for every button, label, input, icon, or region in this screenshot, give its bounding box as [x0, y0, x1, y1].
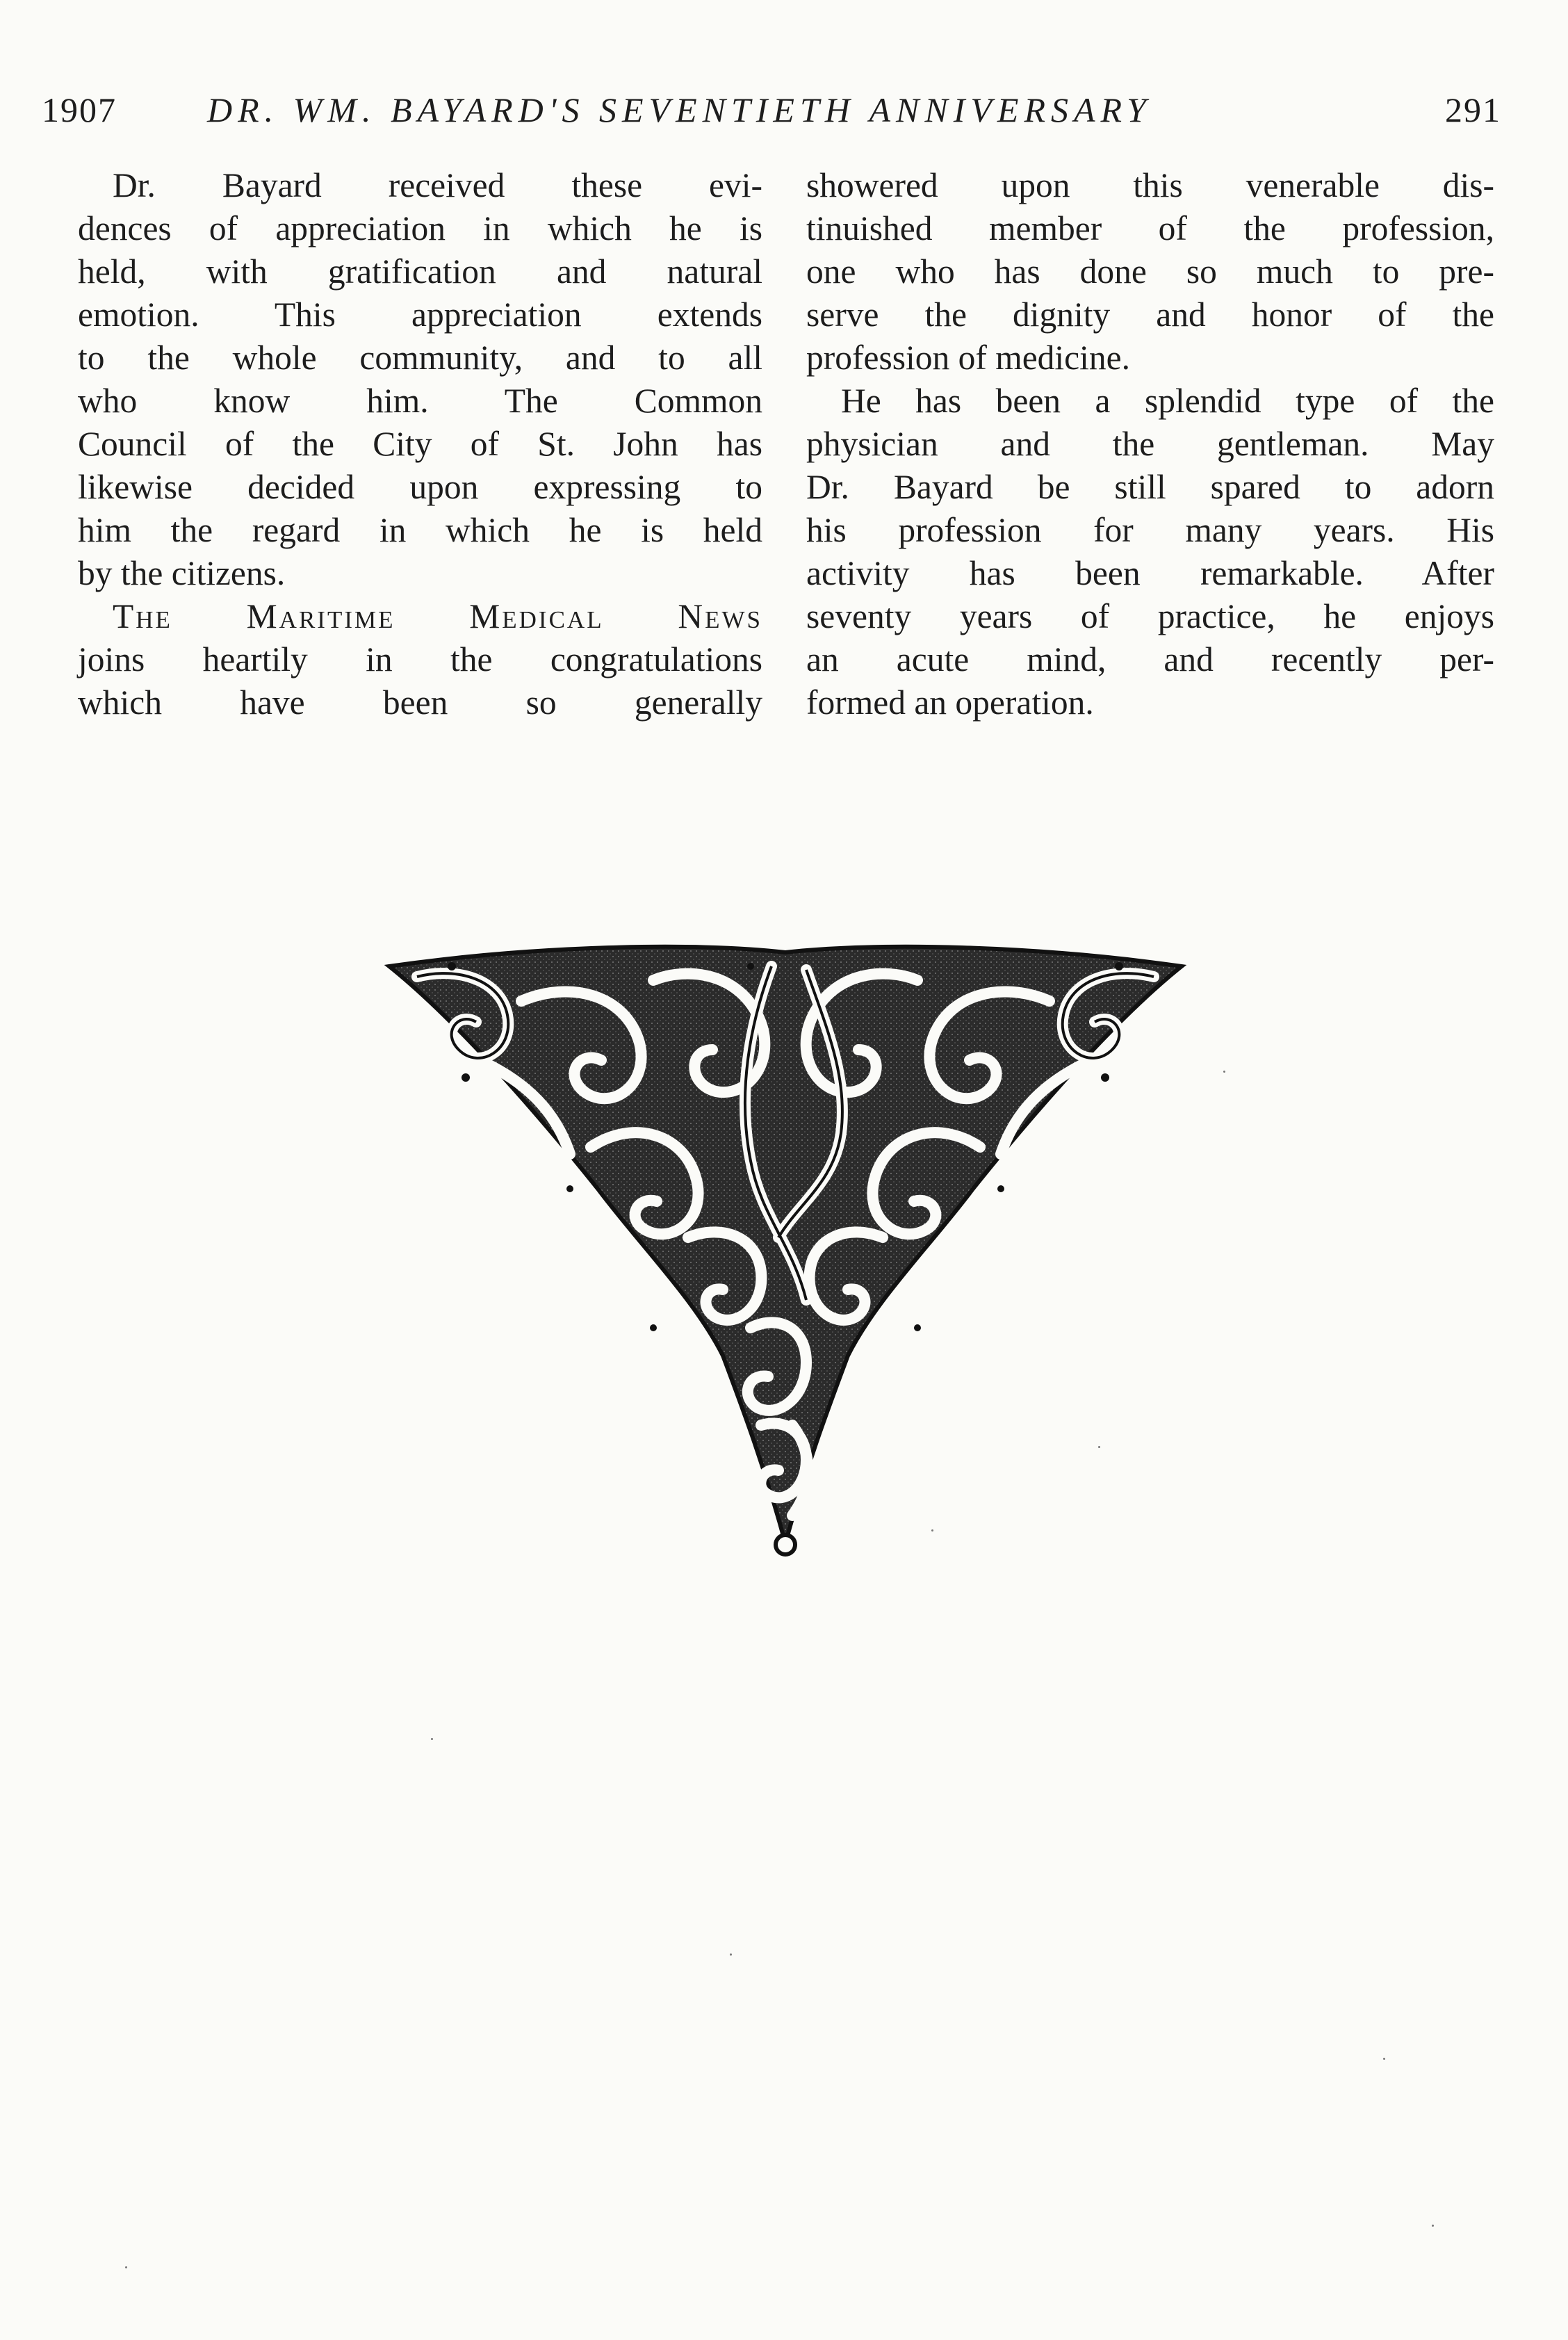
- ornament-drawing: [361, 939, 1209, 1564]
- paper-speck: [730, 1953, 732, 1956]
- paper-speck: [1223, 1071, 1225, 1073]
- text-line: formed an operation.: [806, 683, 1094, 722]
- header-title: DR. WM. BAYARD'S SEVENTIETH ANNIVERSARY: [207, 90, 1152, 129]
- text-line: his profession for many years. His: [806, 511, 1494, 549]
- text-line: him the regard in which he is held: [78, 511, 762, 549]
- text-line: Dr. Bayard be still spared to adorn: [806, 468, 1494, 506]
- paper-speck: [1383, 2058, 1385, 2060]
- text-line: seventy years of practice, he enjoys: [806, 597, 1494, 635]
- scroll-ornament-icon: [361, 939, 1209, 1564]
- paper-speck: [1432, 2225, 1434, 2227]
- paper-speck: [931, 1529, 933, 1531]
- text-line: likewise decided upon expressing to: [78, 468, 762, 506]
- text-line: held, with gratification and natural: [78, 252, 762, 291]
- text-line: profession of medicine.: [806, 339, 1130, 377]
- text-line: dences of appreciation in which he is: [78, 209, 762, 247]
- publication-name: The Maritime Medical News: [113, 597, 762, 635]
- text-line: who know him. The Common: [78, 382, 762, 420]
- text-line: serve the dignity and honor of the: [806, 295, 1494, 334]
- text-line: joins heartily in the congratulations: [78, 640, 762, 679]
- running-head: [42, 82, 1501, 138]
- text-line: emotion. This appreciation extends: [78, 295, 762, 334]
- text-line: He has been a splendid type of the: [841, 382, 1494, 420]
- right-paragraph-2: [806, 380, 1494, 724]
- paper-speck: [431, 1738, 433, 1740]
- left-paragraph-2: [78, 595, 762, 724]
- left-paragraph-1: [78, 164, 762, 595]
- text-line: tinuished member of the profession,: [806, 209, 1494, 247]
- left-column: [78, 164, 762, 724]
- page-number: 291: [1445, 90, 1501, 129]
- paper-speck: [125, 2266, 127, 2268]
- right-column: [806, 164, 1494, 724]
- right-paragraph-1: [806, 164, 1494, 380]
- header-year: 1907: [42, 90, 117, 129]
- text-line: activity has been remarkable. After: [806, 554, 1494, 592]
- text-line: showered upon this venerable dis-: [806, 166, 1494, 204]
- text-line: Council of the City of St. John has: [78, 425, 762, 463]
- text-line: Dr. Bayard received these evi-: [113, 166, 762, 204]
- text-line: to the whole community, and to all: [78, 339, 762, 377]
- text-line: which have been so generally: [78, 683, 762, 722]
- text-line: one who has done so much to pre-: [806, 252, 1494, 291]
- text-line: physician and the gentleman. May: [806, 425, 1494, 463]
- paper-speck: [1098, 1446, 1100, 1448]
- text-line: by the citizens.: [78, 554, 286, 592]
- text-line: an acute mind, and recently per-: [806, 640, 1494, 679]
